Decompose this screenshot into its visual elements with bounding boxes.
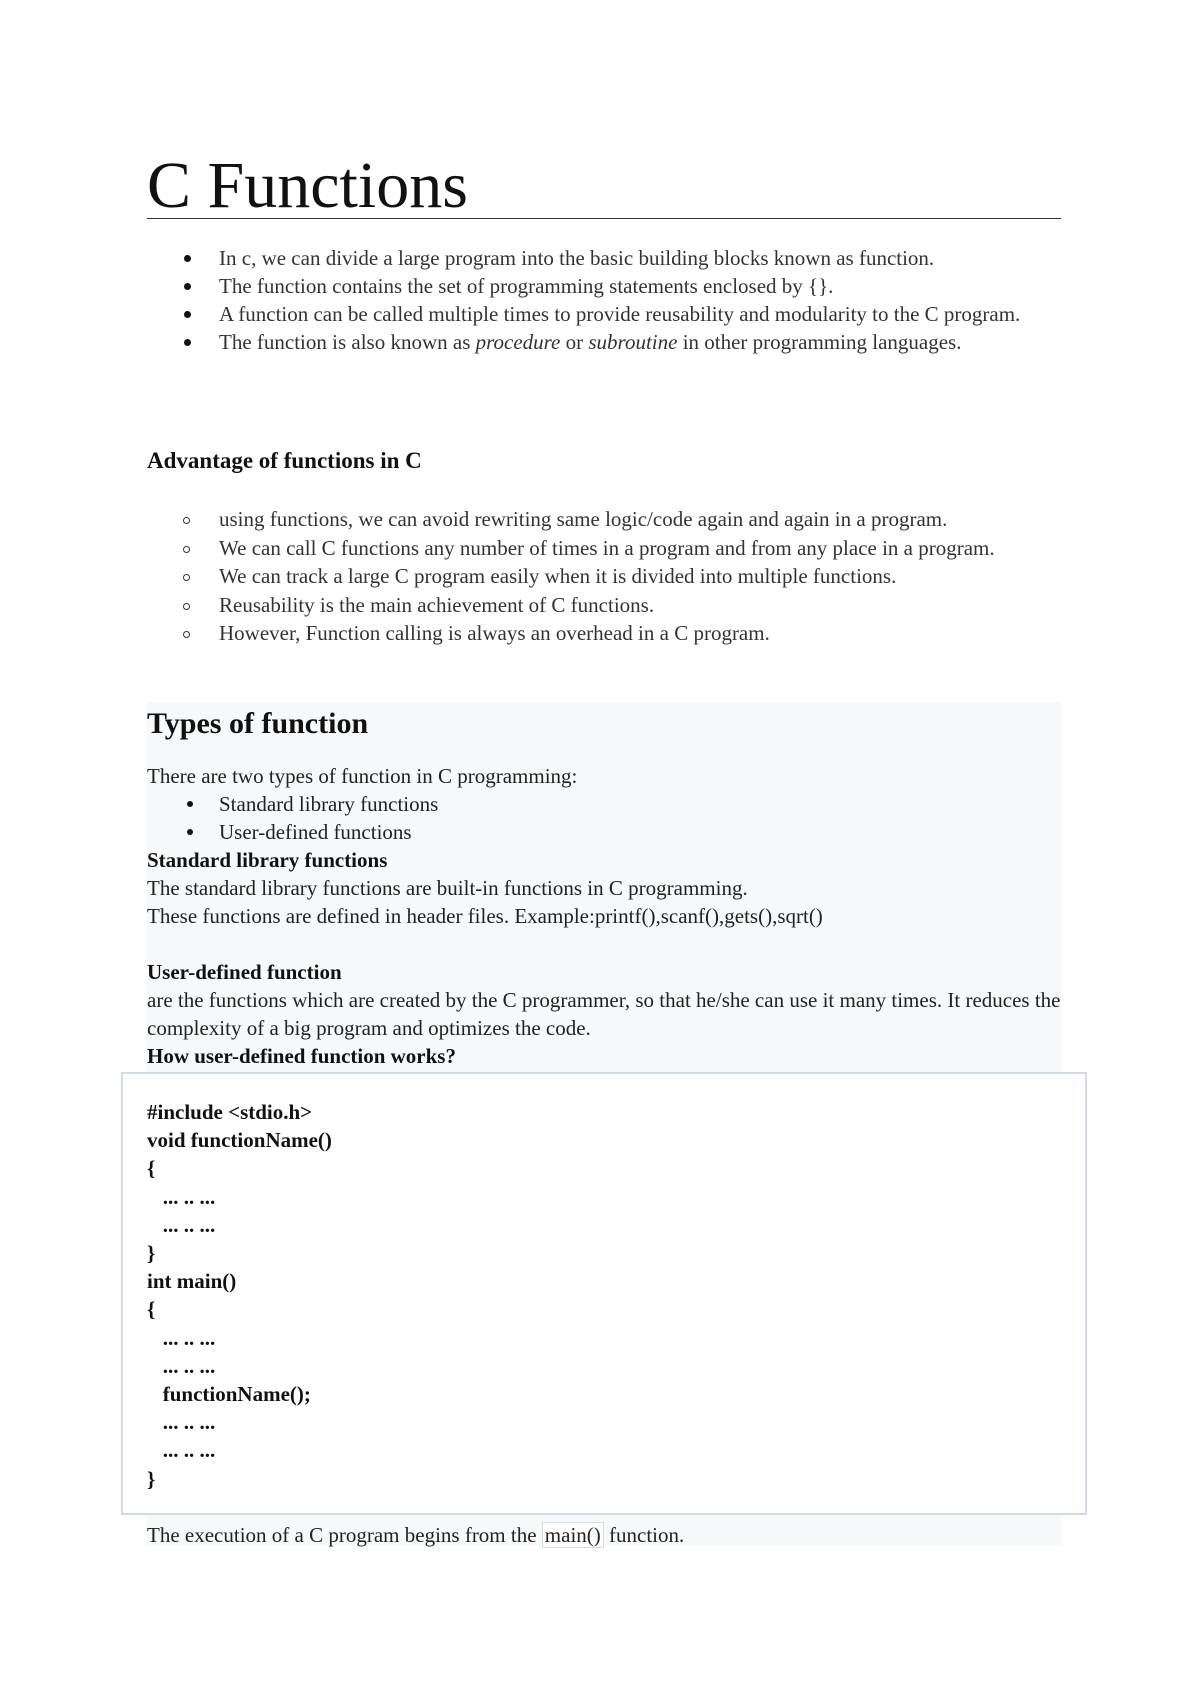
advantage-item: We can track a large C program easily when it is divided into multiple functions. xyxy=(147,562,1061,591)
intro-last-prefix: The function is also known as xyxy=(219,330,476,354)
intro-last-suffix: in other programming languages. xyxy=(677,330,962,354)
advantage-item: Reusability is the main achievement of C functions. xyxy=(147,591,1061,620)
advantages-list xyxy=(147,505,1061,648)
advantages-heading: Advantage of functions in C xyxy=(147,448,422,473)
term-subroutine: subroutine xyxy=(588,330,678,354)
inline-code-main: main() xyxy=(542,1522,604,1548)
code-line: functionName(); xyxy=(147,1382,311,1407)
code-line: void functionName() xyxy=(147,1128,332,1153)
intro-list xyxy=(147,244,1061,356)
types-intro: There are two types of function in C programming: xyxy=(147,764,578,788)
code-line: ... .. ... xyxy=(147,1353,216,1378)
advantage-item: using functions, we can avoid rewriting same logic/code again and again in a program. xyxy=(147,505,1061,534)
advantage-item: However, Function calling is always an overhead in a C program. xyxy=(147,619,1061,648)
types-item: Standard library functions xyxy=(147,790,1061,818)
std-library-heading: Standard library functions xyxy=(147,848,388,872)
intro-item: In c, we can divide a large program into the basic building blocks known as function. xyxy=(147,244,1061,272)
types-list xyxy=(147,790,1061,846)
intro-last-middle: or xyxy=(560,330,589,354)
execution-note xyxy=(147,1521,1061,1549)
term-procedure: procedure xyxy=(475,330,561,354)
code-line: } xyxy=(147,1241,156,1266)
intro-item-procedure xyxy=(147,328,1061,356)
advantage-item: We can call C functions any number of times in a program and from any place in a program. xyxy=(147,534,1061,563)
intro-item: The function contains the set of programming statements enclosed by {}. xyxy=(147,272,1061,300)
intro-item: A function can be called multiple times to provide reusability and modularity to the C program. xyxy=(147,300,1061,328)
code-line: ... .. ... xyxy=(147,1325,216,1350)
code-line: ... .. ... xyxy=(147,1212,216,1237)
code-line: ... .. ... xyxy=(147,1410,216,1435)
spacer xyxy=(147,930,1061,958)
code-line: ... .. ... xyxy=(147,1438,216,1463)
code-line: { xyxy=(147,1297,156,1322)
std-library-line-1: The standard library functions are built-in functions in C programming. xyxy=(147,876,748,900)
types-item: User-defined functions xyxy=(147,818,1061,846)
types-heading: Types of function xyxy=(147,707,369,740)
code-line: ... .. ... xyxy=(147,1184,216,1209)
code-line: } xyxy=(147,1466,156,1491)
code-line: { xyxy=(147,1156,156,1181)
execution-note-suffix: function. xyxy=(603,1523,685,1547)
types-body xyxy=(147,762,1061,1070)
user-defined-text: are the functions which are created by the C programmer, so that he/she can use it many times. It reduces the complexity of a big program and optimizes the code. xyxy=(147,988,1061,1040)
execution-note-prefix: The execution of a C program begins from the xyxy=(147,1523,542,1547)
page-title: C Functions xyxy=(147,149,468,222)
code-line: #include <stdio.h> xyxy=(147,1100,313,1124)
std-library-line-2: These functions are defined in header files. Example:printf(),scanf(),gets(),sqrt() xyxy=(147,904,823,928)
title-underline xyxy=(147,218,1061,219)
code-block xyxy=(147,1098,332,1493)
user-defined-heading: User-defined function xyxy=(147,960,342,984)
how-it-works-heading: How user-defined function works? xyxy=(147,1044,456,1068)
code-line: int main() xyxy=(147,1269,237,1294)
